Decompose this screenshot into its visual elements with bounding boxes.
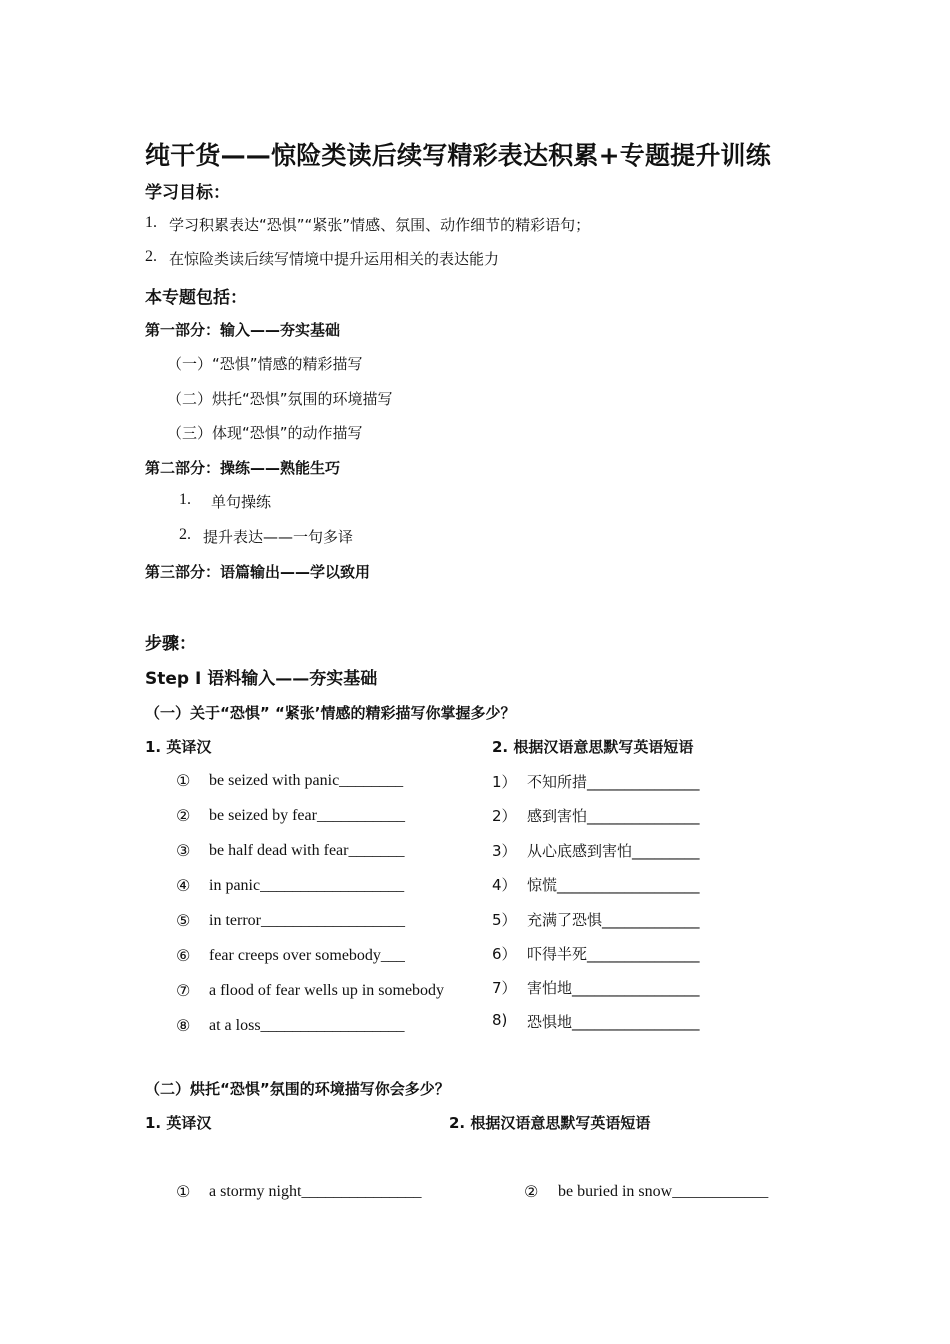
list-item: 感到害怕_______________ (527, 807, 700, 825)
list-item: be buried in snow____________ (558, 1183, 769, 1200)
goal-1-text: 学习积累表达“恐惧”“紧张”情感、氛围、动作细节的精彩语句； (169, 216, 591, 234)
section-2-col2-heading: 2. 根据汉语意思默写英语短语 (449, 1114, 651, 1132)
list-item-marker: ③ (176, 841, 191, 860)
list-item: 恐惧地_________________ (527, 1013, 700, 1031)
list-item: in panic__________________ (209, 877, 405, 894)
list-item: a flood of fear wells up in somebody (209, 982, 445, 999)
list-item-marker: 3） (492, 842, 517, 860)
list-item: be seized by fear___________ (209, 807, 405, 824)
section-2-col1-heading: 1. 英译汉 (145, 1114, 212, 1132)
section-1-heading: （一）关于“恐惧” “紧张’情感的精彩描写你掌握多少？ (145, 704, 516, 722)
list-item: in terror__________________ (209, 912, 405, 929)
list-item-marker: ④ (176, 876, 191, 895)
list-item: 害怕地_________________ (527, 979, 700, 997)
list-item-marker: 7） (492, 979, 517, 997)
goal-2-text: 在惊险类读后续写情境中提升运用相关的表达能力 (169, 250, 500, 268)
list-item-marker: ① (176, 771, 191, 790)
list-item-marker: ⑧ (176, 1016, 191, 1035)
list-item: at a loss__________________ (209, 1017, 405, 1034)
part2-item-2-number: 2. (179, 526, 191, 543)
list-item-marker: ⑦ (176, 981, 191, 1000)
goal-2-number: 2. (145, 248, 157, 265)
goal-1-number: 1. (145, 214, 157, 231)
page-title: 纯干货——惊险类读后续写精彩表达积累+专题提升训练 (145, 141, 771, 170)
list-item-marker: 8) (492, 1011, 508, 1029)
part2-item-1-number: 1. (179, 491, 191, 508)
part2-item-2-text: 提升表达——一句多译 (203, 528, 354, 546)
list-item-marker: ① (176, 1182, 191, 1201)
part1-heading: 第一部分：输入——夯实基础 (145, 321, 341, 339)
section-1-col2-heading: 2. 根据汉语意思默写英语短语 (492, 738, 694, 756)
list-item: a stormy night_______________ (209, 1183, 422, 1200)
part1-item-1: （一）“恐惧”情感的精彩描写 (167, 355, 363, 373)
list-item-marker: 6） (492, 945, 517, 963)
part2-heading: 第二部分：操练——熟能生巧 (145, 459, 341, 477)
list-item-marker: ② (524, 1182, 539, 1201)
list-item: fear creeps over somebody___ (209, 947, 405, 964)
list-item: 吓得半死_______________ (527, 945, 700, 963)
overview-heading: 本专题包括： (145, 288, 247, 308)
list-item-marker: 2） (492, 807, 517, 825)
part1-item-2: （二）烘托“恐惧”氛围的环境描写 (167, 390, 393, 408)
part3-heading: 第三部分：语篇输出——学以致用 (145, 563, 371, 581)
list-item: be seized with panic________ (209, 772, 404, 789)
section-1-col1-heading: 1. 英译汉 (145, 738, 212, 756)
list-item-marker: ② (176, 806, 191, 825)
list-item-marker: 4） (492, 876, 517, 894)
part2-item-1-text: 单句操练 (211, 493, 272, 511)
section-2-heading: （二）烘托“恐惧”氛围的环境描写你会多少？ (145, 1080, 450, 1098)
steps-heading: 步骤： (145, 634, 196, 654)
list-item: be half dead with fear_______ (209, 842, 405, 859)
list-item-marker: ⑥ (176, 946, 191, 965)
list-item-marker: 5） (492, 911, 517, 929)
list-item: 充满了恐惧_____________ (527, 911, 700, 929)
list-item: 不知所措_______________ (527, 773, 700, 791)
list-item: 惊慌___________________ (527, 876, 700, 894)
goals-heading: 学习目标： (145, 183, 230, 203)
step-1-heading: Step I 语料输入——夯实基础 (145, 669, 378, 689)
list-item-marker: ⑤ (176, 911, 191, 930)
list-item: 从心底感到害怕_________ (527, 842, 700, 860)
list-item-marker: 1） (492, 773, 517, 791)
part1-item-3: （三）体现“恐惧”的动作描写 (167, 424, 363, 442)
